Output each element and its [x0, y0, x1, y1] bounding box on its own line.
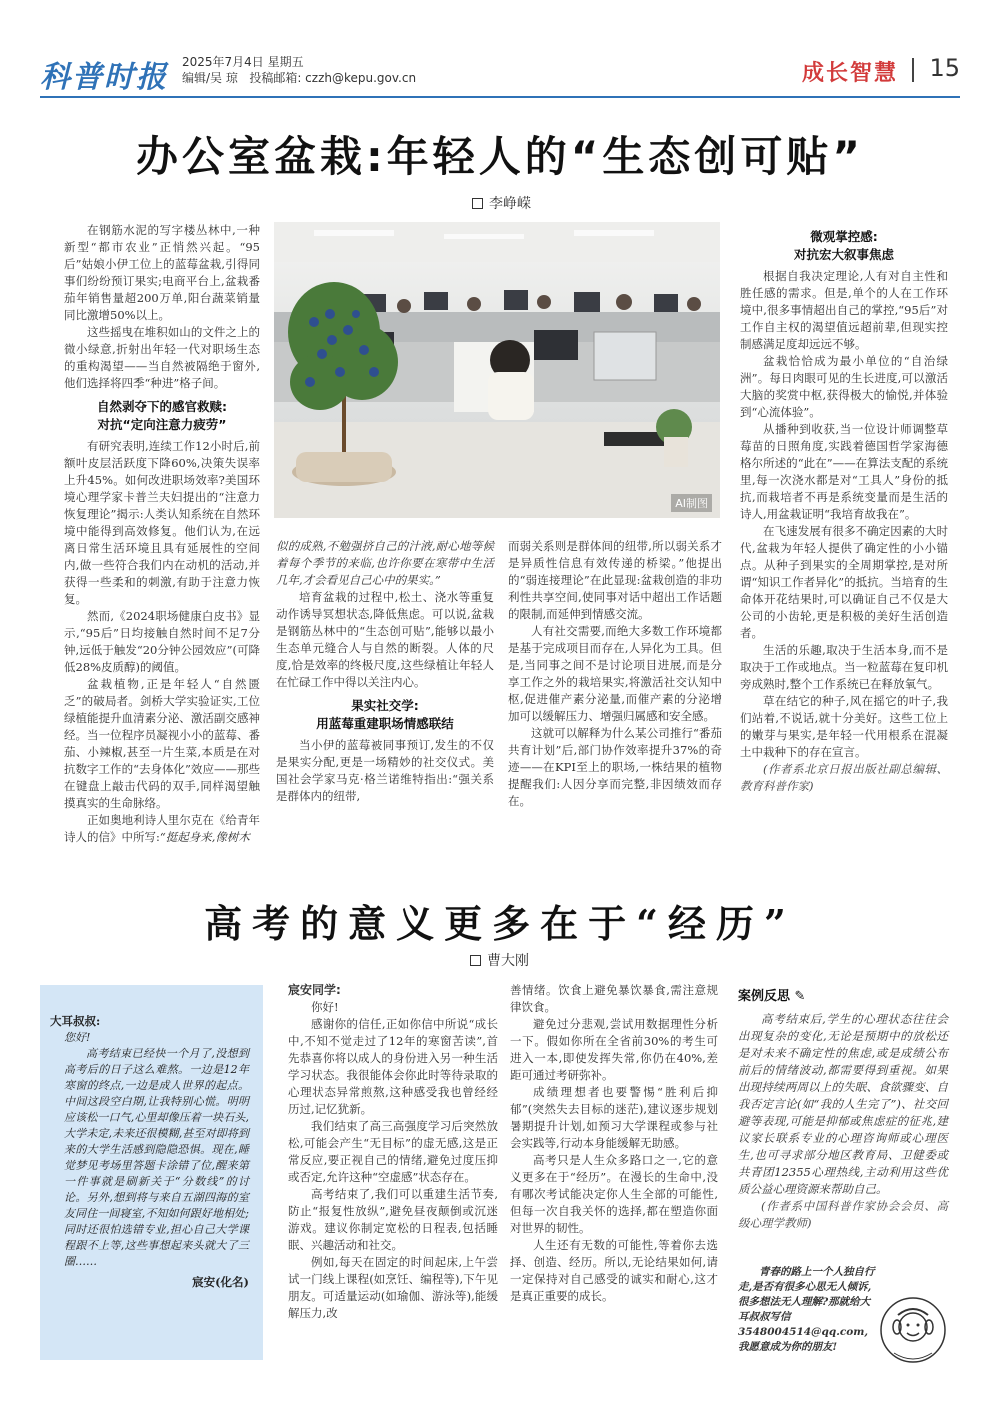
paragraph: 在飞速发展有很多不确定因素的大时代,盆栽为年轻人提供了确定性的小小锚点。从种子到果实的全周期掌控,是对所谓“知识工作者异化”的抵抗。当培育的生命体开花结果时,可以确证自己不仅是大公司的小齿轮,更是积极的美好生活创造者。: [740, 524, 948, 640]
masthead-rule: [40, 96, 960, 98]
pen-icon: ✎: [794, 989, 806, 1004]
promo-text: 青春的路上一个人独自行走,是否有很多心思无人倾诉,很多想法无人理解?那就给大耳叔叔写信3548004514@qq.com,我愿意成为你的朋友!: [738, 1266, 875, 1353]
reply-col1: [288, 982, 498, 1362]
paragraph: 你好!: [311, 1000, 339, 1014]
article1-col3: [508, 538, 722, 834]
article1-author: 李峥嵘: [489, 196, 531, 212]
subheading: [64, 398, 260, 434]
article2-byline: [470, 950, 529, 970]
article1-col2: [276, 538, 494, 834]
masthead: [40, 52, 960, 102]
subheading-line1: 微观掌控感:: [810, 229, 878, 244]
article1-col1: [64, 222, 260, 844]
office-plant-photo: [274, 222, 720, 518]
page-number: 15: [929, 54, 960, 82]
paragraph-text: 正如奥地利诗人里尔克在《给青年诗人的信》中所写:: [64, 813, 260, 844]
paragraph: 成绩理想者也要警惕“胜利后抑郁”(突然失去目标的迷茫),建议逐步规划暑期提升计划,如预习大学课程或参与社会实践等,行动本身能缓解无助感。: [510, 1085, 718, 1150]
article1-title: 办公室盆栽:年轻人的“生态创可贴”: [135, 132, 864, 181]
paragraph: 草在结它的种子,风在摇它的叶子,我们站着,不说话,就十分美好。这些工位上的嫩芽与果实,是年轻一代用根系在混凝土中栽种下的存在宣言。: [740, 694, 948, 759]
paragraph: 而弱关系则是群体间的纽带,所以弱关系才是异质性信息有效传递的桥梁。”他提出的“弱连接理论”在此显现:盆栽创造的非功利性共享空间,使同事对话中超出工作话题的限制,而延伸到情感交流。: [508, 539, 722, 621]
quote-continued: 似的成熟,不勉强挤自己的汁液,耐心地等候着每个季节的来临,也许你要在寒带中生活几年,才会看见自己心中的果实。”: [276, 539, 494, 587]
paragraph: 当小伊的蓝莓被同事预订,发生的不仅是果实分配,更是一场精妙的社交仪式。美国社会学家马克·格兰诺维特指出:“强关系是群体内的纽带,: [276, 738, 494, 803]
issue-meta: [182, 54, 416, 86]
letterbox-promo: [738, 1265, 946, 1365]
article2-author: 曹大刚: [487, 953, 529, 969]
editor: 编辑/吴 琼: [182, 71, 238, 85]
paragraph: 在钢筋水泥的写字楼丛林中,一种新型“都市农业”正悄然兴起。“95后”姑娘小伊工位上的蓝莓盆栽,引得同事们纷纷预订果实;电商平台上,盆栽番茄年销售量超200万单,阳台蔬菜销量同比激增50%以上。: [64, 223, 260, 322]
newspaper-logo: 科普时报: [40, 60, 168, 95]
letter-hello: 您好!: [64, 1031, 91, 1044]
paragraph: 根据自我决定理论,人有对自主性和胜任感的需求。但是,单个的人在工作环境中,很多事情超出自己的掌控,“95后”对工作自主权的渴望值远超前辈,但现实控制感满足度却远远不够。: [740, 269, 948, 351]
office-illustration: [274, 222, 720, 518]
article1-col4: [740, 228, 948, 840]
paragraph: 人有社交需要,而绝大多数工作环境都是基于完成项目而存在,人异化为工具。但是,当同事之间不是讨论项目进展,而是分享工作之外的栽培果实,将激活社交认知中枢,促进催产素分泌量,而催产素的分泌增加可以缓解压力、增强归属感和安全感。: [508, 624, 722, 723]
issue-date: 2025年7月4日 星期五: [182, 55, 304, 69]
article2-title: 高考的意义更多在于“经历”: [204, 901, 796, 946]
paragraph: 生活的乐趣,取决于生活本身,而不是取决于工作或地点。当一粒蓝莓在复印机旁成熟时,整个工作系统已在释放氧气。: [740, 643, 948, 691]
section-name: 成长智慧: [801, 61, 898, 86]
case-reflection: [738, 988, 948, 1260]
reply-greeting: 宸安同学:: [288, 983, 341, 997]
letter-signature: 宸安(化名): [192, 1275, 249, 1289]
subheading: [740, 228, 948, 264]
subheading: [276, 697, 494, 733]
paragraph: 高考结束了,我们可以重建生活节奏,防止“报复性放纵”,避免昼夜颠倒或沉迷游戏。建议你制定宽松的日程表,包括睡眠、兴趣活动和社交。: [288, 1187, 498, 1252]
letter-greeting: 大耳叔叔:: [50, 1014, 101, 1028]
reply-col2: [510, 982, 718, 1362]
case-title-text: 案例反思: [738, 989, 791, 1004]
case-title: [738, 988, 948, 1005]
article1-byline: [472, 193, 531, 213]
quote-text: “挺起身来,像树木: [159, 830, 250, 844]
paragraph: 这些摇曳在堆积如山的文件之上的微小绿意,折射出年轻一代对职场生态的重构渴望——当自然被隔绝于窗外,他们选择将四季“种进”格子间。: [64, 325, 260, 390]
byline-box-icon: [470, 955, 481, 966]
paragraph: 然而,《2024职场健康白皮书》显示,“95后”日均接触自然时间不足7分钟,远低于触发“20分钟公园效应”(可降低28%皮质醇)的阈值。: [64, 609, 260, 674]
paragraph: [64, 812, 260, 846]
paragraph: 感谢你的信任,正如你信中所说“成长中,不知不觉走过了12年的寒窗苦读”,首先恭喜你将以成人的身份进入另一种生活学习状态。我很能体会你此时等待录取的心理状态异常煎熬,这种感受我也曾经经历过,记忆犹新。: [288, 1017, 498, 1116]
avatar-seal-icon: [880, 1295, 946, 1365]
paragraph: 从播种到收获,当一位设计师调整草莓苗的日照角度,实践着德国哲学家海德格尔所述的“此在”——在算法支配的系统里,每一次浇水都是对“工具人”身份的抵抗,而栽培者不再是系统变量而是生活的诗人,用盆栽证明“我培育故我在”。: [740, 422, 948, 521]
paragraph: 培育盆栽的过程中,松土、浇水等重复动作诱导冥想状态,降低焦虑。可以说,盆栽是钢筋丛林中的“生态创可贴”,能够以最小生态单元缝合人与自然的断裂。人体的尺度,恰是效率的终极尺度,这些绿植让年轻人在忙碌工作中得以关注内心。: [276, 590, 494, 689]
paragraph: 盆栽植物,正是年轻人“自然匮乏”的破局者。剑桥大学实验证实,工位绿植能提升血清素分泌、激活副交感神经。当一位程序员凝视小小的蓝莓、番茄、小辣椒,甚至一片生菜,本质是在对抗数字工作的“去身体化”效应——那些在键盘上敲击代码的双手,同样渴望触摸真实的生命脉络。: [64, 677, 260, 810]
page-divider: [912, 58, 914, 82]
reader-letter: [40, 985, 263, 1360]
paragraph: 例如,每天在固定的时间起床,上午尝试一门线上课程(如烹饪、编程等),下午见朋友。可适量运动(如瑜伽、游泳等),能缓解压力,改: [288, 1255, 498, 1320]
submission-email: 投稿邮箱: czzh@kepu.gov.cn: [249, 71, 417, 85]
paragraph: 我们结束了高三高强度学习后突然放松,可能会产生“无目标”的虚无感,这是正常反应,要正视自己的情绪,避免过度压抑或否定,允许这种“空虚感”状态存在。: [288, 1119, 498, 1184]
subheading-line2: 用蓝莓重建职场情感联结: [316, 716, 454, 731]
byline-box-icon: [472, 198, 483, 209]
author-note: (作者系北京日报出版社副总编辑、教育科普作家): [740, 762, 948, 793]
photo-credit: AI制图: [671, 494, 712, 512]
letter-body: 高考结束已经快一个月了,没想到高考后的日子这么难熬。一边是12年寒窗的终点,一边是成人世界的起点。中间这段空白期,让我特别心慌。明明应该松一口气,心里却像压着一块石头,大学未定,未来还很模糊,甚至对即将到来的大学生活感到隐隐恐惧。现在,睡觉梦见考场里答题卡涂错了位,醒来第一件事就是刷新关于“分数线”的讨论。另外,想到将与来自五湖四海的室友同住一间寝室,不知如何跟好地相处;同时还很怕选错专业,担心自己大学课程跟不上等,这些事想起来头就大了三圈……: [64, 1047, 249, 1268]
subheading-line1: 果实社交学:: [351, 698, 419, 713]
paragraph: 避免过分悲观,尝试用数据理性分析一下。假如你所在全省前30%的考生可进入一本,即使发挥失常,你仍在40%,差距可通过考研弥补。: [510, 1017, 718, 1082]
subheading-line1: 自然剥夺下的感官救赎:: [97, 399, 227, 414]
subheading-line2: 对抗“定向注意力疲劳”: [97, 417, 227, 432]
paragraph: 高考只是人生众多路口之一,它的意义更多在于“经历”。在漫长的生命中,没有哪次考试能决定你人生全部的可能性,但每一次自我关怀的选择,都在塑造你面对世界的韧性。: [510, 1153, 718, 1235]
case-body: 高考结束后,学生的心理状态往往会出现复杂的变化,无论是预期中的放松还是对未来不确定性的焦虑,或是成绩公布前后的情绪波动,都需要得到重视。如果出现持续两周以上的失眠、食欲骤变、自我否定言论(如“我的人生完了”)、社交回避等表现,可能是抑郁或焦虑症的征兆,建议家长联系专业的心理咨询师或心理医生,也可寻求部分地区教育局、卫健委或共青团12355心理热线,主动利用这些优质公益心理资源来帮助自己。: [738, 1012, 948, 1196]
paragraph: 盆栽恰恰成为最小单位的“自治绿洲”。每日肉眼可见的生长进度,可以激活大脑的奖赏中枢,获得极大的愉悦,并体验到“心流体验”。: [740, 354, 948, 419]
subheading-line2: 对抗宏大叙事焦虑: [793, 247, 894, 262]
paragraph: 善情绪。饮食上避免暴饮暴食,需注意规律饮食。: [510, 983, 718, 1014]
author-note: (作者系中国科普作家协会会员、高级心理学教师): [738, 1199, 948, 1230]
paragraph: 有研究表明,连续工作12小时后,前额叶皮层活跃度下降60%,决策失误率上升45%。如何改进职场效率?美国环境心理学家卡普兰夫妇提出的“注意力恢复理论”揭示:人类认知系统在自然环境中能得到高效修复。他们认为,在远离日常生活环境且具有延展性的空间内,做一些符合我们内在动机的活动,并获得一些柔和的刺激,有助于注意力恢复。: [64, 439, 260, 606]
paragraph: 人生还有无数的可能性,等着你去选择、创造、经历。所以,无论结果如何,请一定保持对自己感受的诚实和耐心,这才是真正重要的成长。: [510, 1238, 718, 1303]
paragraph: 这就可以解释为什么某公司推行“番茄共育计划”后,部门协作效率提升37%的奇迹——在KPI至上的职场,一株结果的植物提醒我们:人因分享而完整,非因绩效而存在。: [508, 726, 722, 808]
